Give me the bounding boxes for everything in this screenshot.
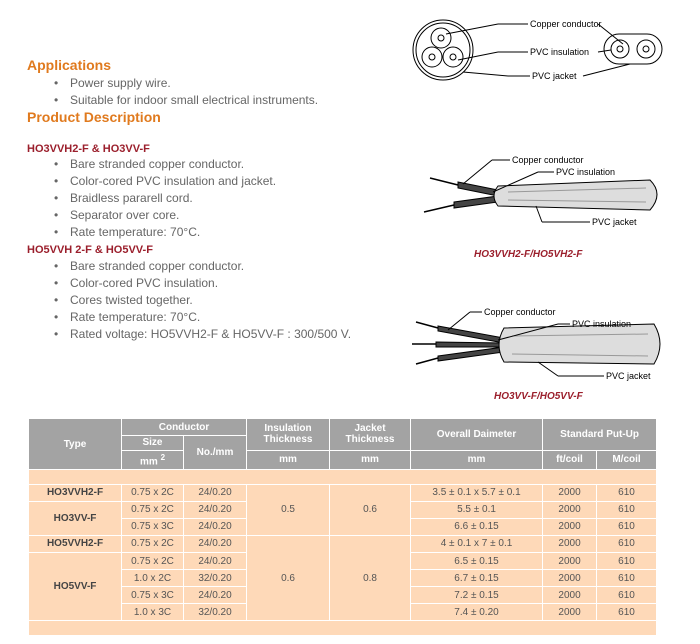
header-insulation: Insulation Thickness	[247, 419, 330, 451]
list-item: • Rate temperature: 70°C.	[52, 309, 351, 326]
table-spacer	[29, 470, 657, 485]
fig1-label-insulation: PVC insulation	[556, 167, 616, 177]
product-description-heading: Product Description	[27, 109, 161, 125]
diagram-label-insulation: PVC insulation	[530, 47, 590, 57]
header-size-unit: mm $^2$	[122, 450, 184, 469]
applications-list	[52, 75, 318, 109]
fig1-label-conductor: Copper conductor	[512, 155, 584, 165]
header-jacket-unit: mm	[330, 450, 411, 469]
list-item: • Braidless pararell cord.	[52, 190, 276, 207]
header-diameter-unit: mm	[411, 450, 543, 469]
header-jacket: Jacket Thickness	[330, 419, 411, 451]
fig1-label-jacket: PVC jacket	[592, 217, 637, 227]
table-row: 0.75 x 3C 24/0.20 6.6 ± 0.15 2000 610	[29, 518, 657, 535]
ho5-feature-list	[52, 258, 351, 343]
header-no-mm: No./mm	[184, 436, 247, 470]
table-row: 1.0 x 3C 32/0.20 7.4 ± 0.20 2000 610	[29, 604, 657, 621]
list-item: • Color-cored PVC insulation and jacket.	[52, 173, 276, 190]
list-item: • Power supply wire.	[52, 75, 318, 92]
group-title-ho5: HO5VVH 2-F & HO5VV-F	[27, 244, 153, 256]
diagram-label-jacket: PVC jacket	[532, 71, 577, 81]
header-ft-coil: ft/coil	[543, 450, 597, 469]
list-item: • Suitable for indoor small electrical instruments.	[52, 92, 318, 109]
ho3-feature-list	[52, 156, 276, 241]
list-item: • Rated voltage: HO5VVH2-F & HO5VV-F : 300/500 V.	[52, 326, 351, 343]
cross-section-diagram	[408, 8, 668, 88]
header-type: Type	[29, 419, 122, 470]
list-item: • Bare stranded copper conductor.	[52, 156, 276, 173]
table-row: 0.75 x 3C 24/0.20 7.2 ± 0.15 2000 610	[29, 587, 657, 604]
fig2-label-jacket: PVC jacket	[606, 371, 651, 381]
list-item: • Cores twisted together.	[52, 292, 351, 309]
header-m-coil: M/coil	[597, 450, 657, 469]
figure-caption-1: HO3VVH2-F/HO5VH2-F	[474, 249, 583, 260]
header-diameter: Overall Daimeter	[411, 419, 543, 451]
header-insulation-unit: mm	[247, 450, 330, 469]
applications-heading: Applications	[27, 57, 112, 73]
header-size: Size	[122, 436, 184, 451]
list-item: • Bare stranded copper conductor.	[52, 258, 351, 275]
round-cable-diagram	[408, 300, 668, 390]
fig2-label-insulation: PVC insulation	[572, 319, 632, 329]
table-row: HO5VVH2-F 0.75 x 2C 24/0.20 0.6 0.8 4 ± 0.1 x 7 ± 0.1 2000 610	[29, 535, 657, 552]
header-conductor: Conductor	[122, 419, 247, 436]
list-item: • Rate temperature: 70°C.	[52, 224, 276, 241]
fig2-label-conductor: Copper conductor	[484, 307, 556, 317]
table-row: HO3VVH2-F 0.75 x 2C 24/0.20 0.5 0.6 3.5 ± 0.1 x 5.7 ± 0.1 2000 610	[29, 484, 657, 501]
list-item: • Separator over core.	[52, 207, 276, 224]
table-row: 1.0 x 2C 32/0.20 6.7 ± 0.15 2000 610	[29, 570, 657, 587]
flat-cable-diagram	[418, 150, 668, 240]
table-row: HO3VV-F 0.75 x 2C 24/0.20 5.5 ± 0.1 2000 610	[29, 501, 657, 518]
table-spacer	[29, 621, 657, 636]
group-title-ho3: HO3VVH2-F & HO3VV-F	[27, 143, 150, 155]
table-row: HO5VV-F 0.75 x 2C 24/0.20 6.5 ± 0.15 2000 610	[29, 553, 657, 570]
header-putup: Standard Put-Up	[543, 419, 657, 451]
list-item: • Color-cored PVC insulation.	[52, 275, 351, 292]
diagram-label-conductor: Copper conductor	[530, 19, 602, 29]
figure-caption-2: HO3VV-F/HO5VV-F	[494, 391, 583, 402]
spec-table	[28, 418, 657, 636]
